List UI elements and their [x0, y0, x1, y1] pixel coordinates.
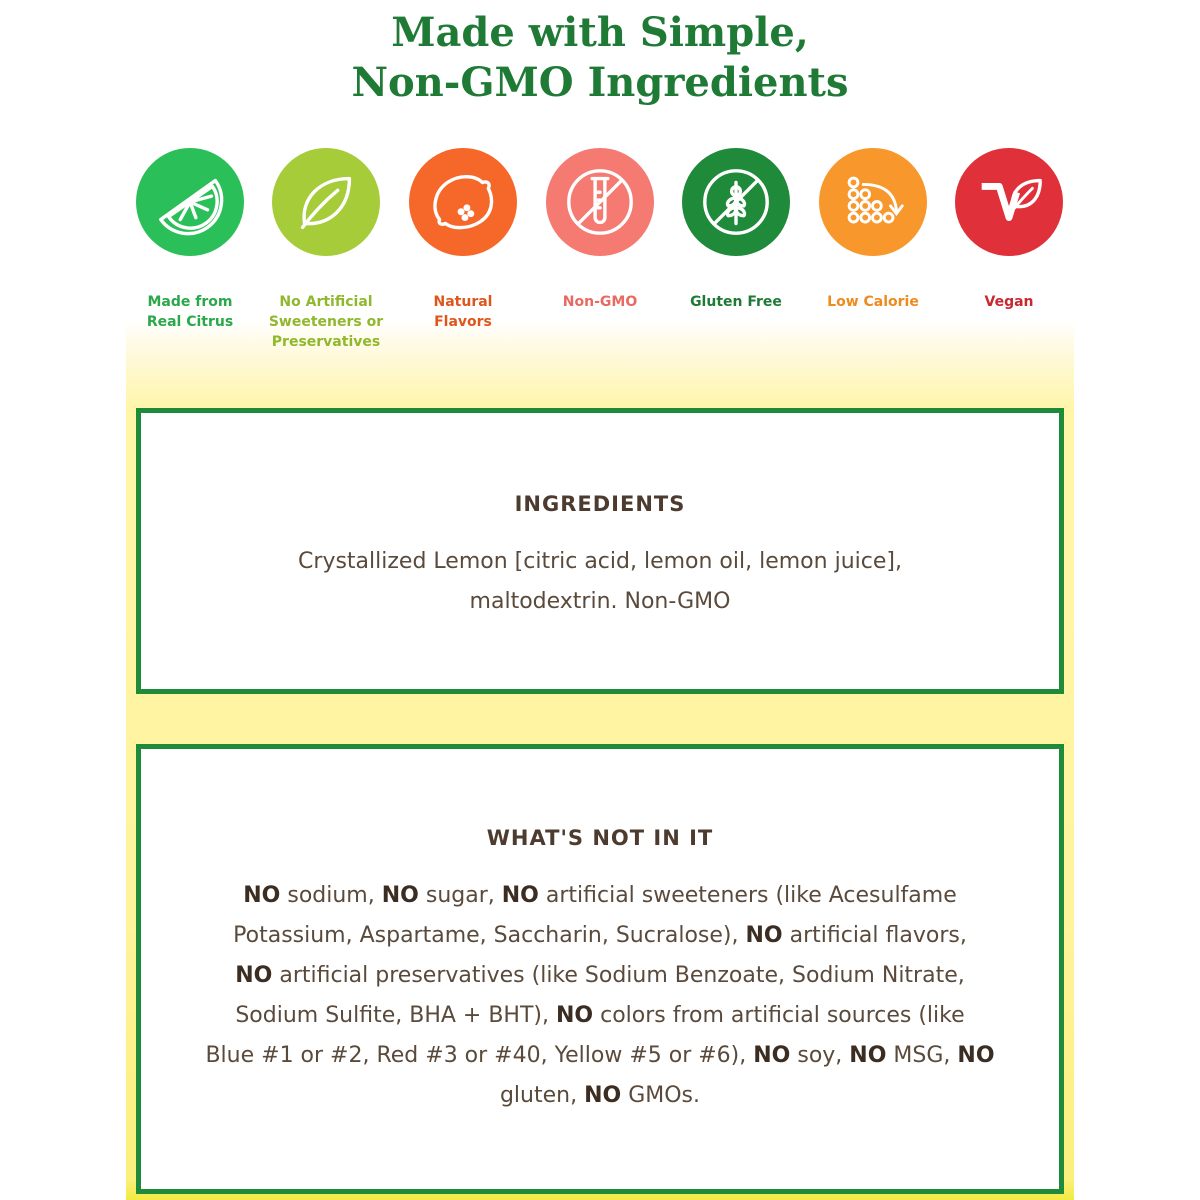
not-in-it-title: WHAT'S NOT IN IT [486, 826, 714, 850]
feature-label-vegan: Vegan [984, 294, 1034, 310]
lemon-icon [409, 148, 517, 256]
feature-label-gluten-free: Gluten Free [690, 294, 782, 310]
headline-line-1: Made with Simple, [391, 9, 809, 56]
ingredients-title: INGREDIENTS [514, 492, 686, 516]
leaf-icon [272, 148, 380, 256]
feature-label-non-gmo: Non-GMO [562, 294, 638, 310]
vegan-icon [955, 148, 1063, 256]
feature-label-no-artificial: No Artificial Sweeteners or Preservatives [268, 294, 384, 350]
ingredients-text: Crystallized Lemon [citric acid, lemon oil, lemon juice], maltodextrin. Non-GMO [298, 549, 902, 614]
page-headline [0, 8, 1200, 108]
citrus-slice-icon [136, 148, 244, 256]
not-in-it-panel [136, 744, 1064, 1194]
not-in-it-text: NO sodium, NO sugar, NO artificial sweeteners (like Acesulfame Potassium, Aspartame, Saccharin, Sucralose), NO artificial flavors, NO artificial preservatives (like Sodium Benzoate, Sodium Nitrate, Sodium Sulfite, BHA + BHT), NO colors from artificial sources (like Blue #1 or #2, Red #3 or #40, Yellow #5 or #6), NO soy, NO MSG, NO gluten, NO GMOs. [205, 883, 995, 1108]
no-wheat-icon [682, 148, 790, 256]
ingredients-panel [136, 408, 1064, 694]
no-test-tube-icon [546, 148, 654, 256]
feature-label-low-calorie: Low Calorie [827, 294, 919, 310]
feature-label-real-citrus: Made from Real Citrus [146, 294, 234, 330]
feature-label-natural-flavors: Natural Flavors [433, 294, 493, 330]
headline-line-2: Non-GMO Ingredients [351, 59, 849, 106]
low-calorie-icon [819, 148, 927, 256]
